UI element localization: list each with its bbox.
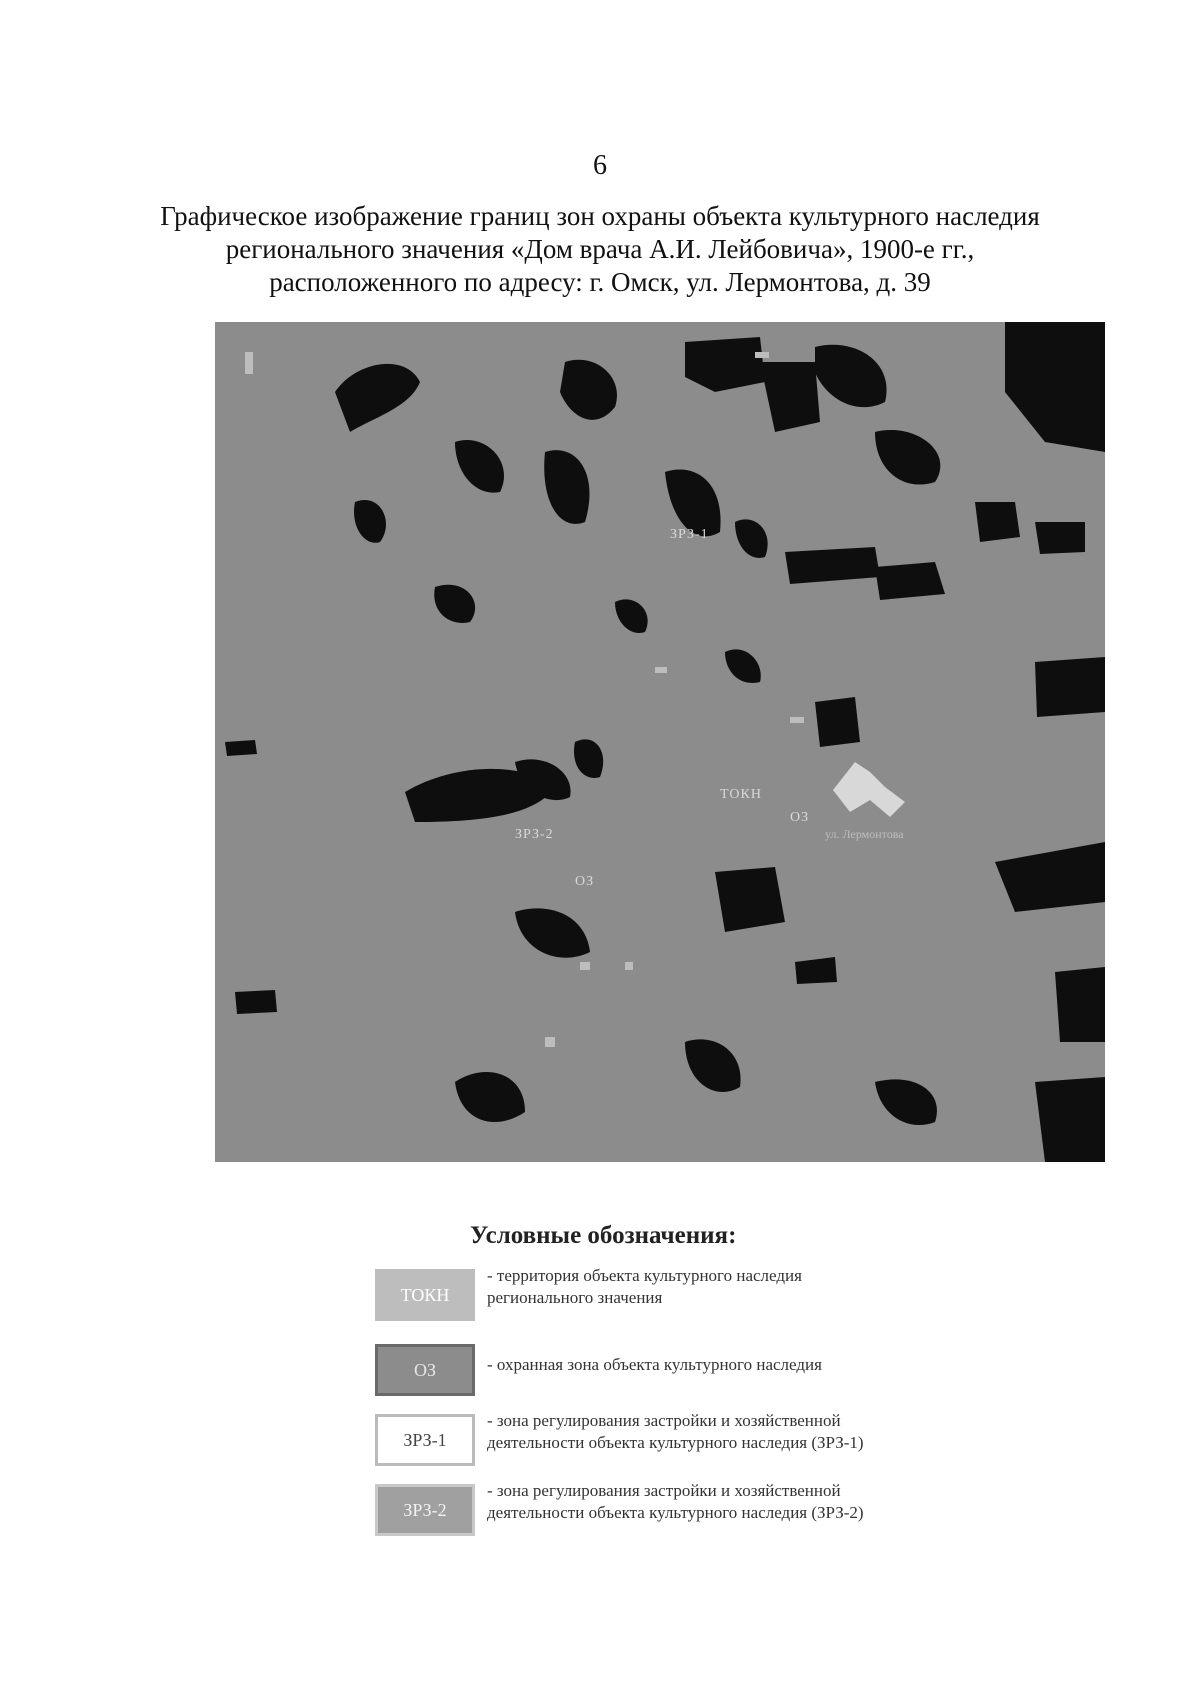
map-street-lermontova: ул. Лермонтова — [825, 827, 904, 841]
legend-item-oz — [375, 1340, 935, 1410]
legend-text-line: деятельности объекта культурного наследия (ЗРЗ-2) — [487, 1503, 864, 1522]
document-title — [150, 200, 1050, 299]
legend-text-oz — [487, 1354, 957, 1376]
dark-patch — [434, 585, 475, 623]
dark-patch — [760, 362, 820, 432]
dark-patch — [235, 990, 277, 1014]
dark-patch — [875, 430, 940, 485]
dark-patch — [615, 599, 648, 633]
dark-patch — [1035, 1077, 1105, 1162]
title-line-3: расположенного по адресу: г. Омск, ул. Лермонтова, д. 39 — [269, 267, 931, 297]
dark-patch — [225, 740, 257, 756]
legend-text-tokn — [487, 1265, 957, 1309]
speckle — [755, 352, 769, 358]
dark-patch — [354, 500, 386, 543]
dark-patch — [544, 450, 589, 524]
map-label-toki: ТОКН — [720, 787, 762, 802]
dark-patch — [875, 1079, 937, 1125]
speckle — [655, 667, 667, 673]
title-line-1: Графическое изображение границ зон охраны объекта культурного наследия — [160, 201, 1040, 231]
legend-item-zrz2 — [375, 1480, 935, 1550]
legend-title: Условные обозначения: — [470, 1222, 737, 1249]
map-light-speckles — [245, 352, 804, 1047]
legend-text-line: - зона регулирования застройки и хозяйственной — [487, 1481, 841, 1500]
map-graphic — [215, 322, 1105, 1162]
dark-patch — [875, 562, 945, 600]
speckle — [790, 717, 804, 723]
dark-patch — [455, 440, 504, 493]
dark-patch — [785, 547, 880, 584]
object-territory — [833, 762, 905, 817]
dark-patch — [560, 360, 617, 420]
speckle — [545, 1037, 555, 1047]
map-label-oz-center: ОЗ — [575, 874, 595, 889]
map-dark-features — [225, 322, 1105, 1162]
dark-patch — [1055, 967, 1105, 1042]
legend-text-line: деятельности объекта культурного наследия (ЗРЗ-1) — [487, 1433, 864, 1452]
dark-patch — [1005, 322, 1105, 452]
map-label-zrz2: ЗРЗ-2 — [515, 827, 554, 842]
legend-text-zrz1 — [487, 1410, 957, 1454]
dark-patch — [685, 1039, 741, 1092]
dark-patch — [715, 867, 785, 932]
legend-text-zrz2 — [487, 1480, 957, 1524]
legend-text-line: - территория объекта культурного наследия — [487, 1266, 802, 1285]
dark-patch — [685, 337, 765, 392]
speckle — [580, 962, 590, 970]
dark-patch — [735, 519, 768, 558]
dark-patch — [1035, 522, 1085, 554]
dark-patch — [995, 842, 1105, 912]
dark-patch — [455, 1072, 525, 1122]
speckle — [625, 962, 633, 970]
title-line-2: регионального значения «Дом врача А.И. Лейбовича», 1900-е гг., — [225, 234, 975, 264]
legend-text-line: регионального значения — [487, 1288, 663, 1307]
speckle — [245, 352, 253, 374]
legend-swatch-tokn: ТОКН — [375, 1269, 475, 1321]
dark-patch — [815, 697, 860, 747]
dark-patch — [975, 502, 1020, 542]
zone-map — [215, 322, 1105, 1162]
legend-text-line: - зона регулирования застройки и хозяйственной — [487, 1411, 841, 1430]
map-label-zrz1: ЗРЗ-1 — [670, 527, 709, 542]
dark-patch — [725, 649, 761, 683]
legend-swatch-zrz2: ЗРЗ-2 — [375, 1484, 475, 1536]
map-label-oz-east: ОЗ — [790, 810, 810, 825]
legend-text-line: - охранная зона объекта культурного наследия — [487, 1355, 822, 1374]
dark-patch — [1035, 657, 1105, 717]
page-number: 6 — [593, 150, 607, 181]
dark-patch — [515, 908, 590, 957]
legend-swatch-zrz1: ЗРЗ-1 — [375, 1414, 475, 1466]
legend-swatch-oz: ОЗ — [375, 1344, 475, 1396]
legend-item-tokn — [375, 1265, 935, 1335]
dark-patch — [815, 345, 887, 407]
dark-patch — [335, 364, 420, 432]
legend-item-zrz1 — [375, 1410, 935, 1480]
dark-patch — [574, 739, 603, 778]
dark-patch — [795, 957, 837, 984]
